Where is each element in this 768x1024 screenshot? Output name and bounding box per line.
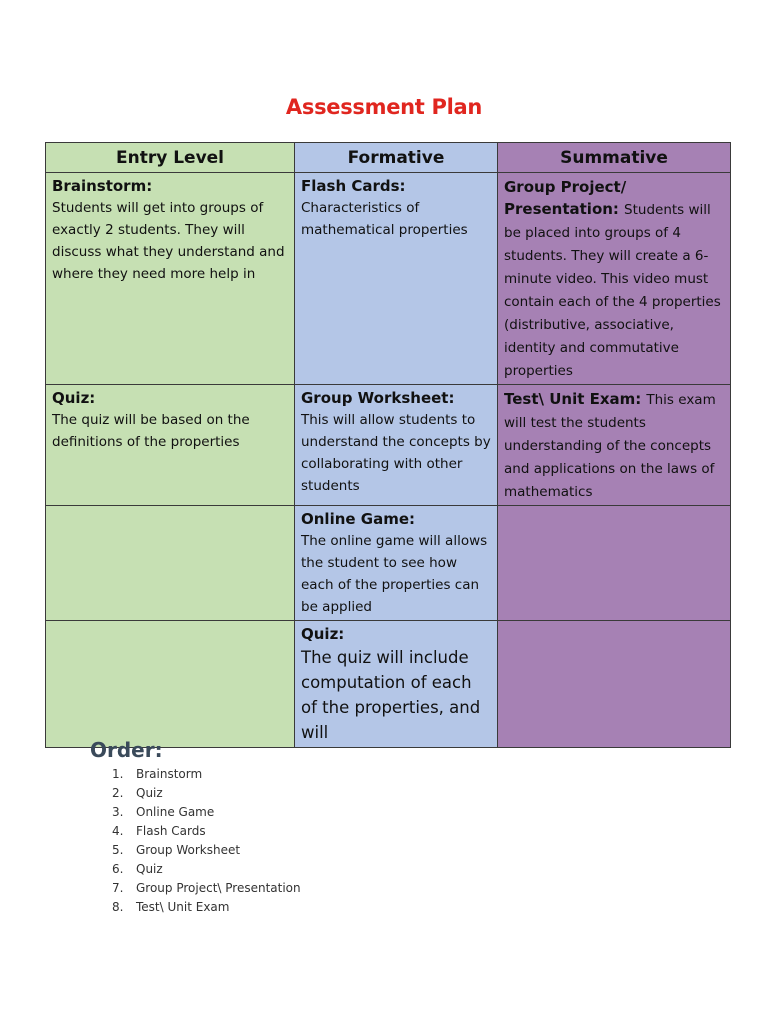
cell-title: Group Project/ Presentation: (504, 178, 627, 218)
cell-title: Quiz: (301, 625, 345, 643)
cell-quiz-entry (46, 385, 295, 506)
list-item (112, 841, 301, 860)
list-item (112, 860, 301, 879)
cell-body: The quiz will include computation of each of the properties, and will (301, 648, 481, 742)
cell-body: Students will be placed into groups of 4 students. They will create a 6-minute video. This video must contain each of the 4 properties (distributive, associative, identity and commutative properties (504, 202, 721, 379)
list-item-number: 8. (112, 900, 124, 914)
cell-title: Quiz: (52, 389, 96, 407)
list-item (112, 803, 301, 822)
list-item-number: 6. (112, 862, 124, 876)
list-item-label: Test\ Unit Exam (136, 900, 230, 914)
list-item-number: 2. (112, 786, 124, 800)
page-title: Assessment Plan (285, 95, 483, 119)
cell-body: This exam will test the students understanding of the concepts and applications on the laws of mathematics (504, 392, 716, 500)
header-summative: Summative (498, 143, 731, 173)
list-item-label: Flash Cards (136, 824, 206, 838)
cell-quiz-formative (295, 621, 498, 748)
table-row (46, 173, 731, 385)
cell-brainstorm (46, 173, 295, 385)
cell-title: Brainstorm: (52, 177, 153, 195)
cell-flash-cards (295, 173, 498, 385)
list-item-label: Group Project\ Presentation (136, 881, 301, 895)
cell-empty (498, 621, 731, 748)
cell-empty (46, 506, 295, 621)
cell-title: Flash Cards: (301, 177, 406, 195)
cell-empty (46, 621, 295, 748)
cell-unit-exam (498, 385, 731, 506)
cell-online-game (295, 506, 498, 621)
list-item (112, 765, 301, 784)
order-heading: Order: (90, 738, 163, 762)
list-item (112, 879, 301, 898)
list-item-number: 1. (112, 767, 124, 781)
cell-title: Group Worksheet: (301, 389, 455, 407)
table-row (46, 385, 731, 506)
list-item (112, 822, 301, 841)
list-item-number: 7. (112, 881, 124, 895)
assessment-plan-table (45, 142, 731, 748)
list-item-label: Online Game (136, 805, 215, 819)
cell-title: Online Game: (301, 510, 416, 528)
table-row (46, 621, 731, 748)
cell-empty (498, 506, 731, 621)
cell-group-project (498, 173, 731, 385)
order-list (112, 765, 301, 917)
cell-body: This will allow students to understand the concepts by collaborating with other students (301, 412, 491, 494)
list-item-number: 4. (112, 824, 124, 838)
header-entry-level: Entry Level (46, 143, 295, 173)
table-header-row (46, 143, 731, 173)
cell-body: The online game will allows the student to see how each of the properties can be applied (301, 533, 488, 615)
list-item-number: 3. (112, 805, 124, 819)
list-item (112, 898, 301, 917)
list-item-number: 5. (112, 843, 124, 857)
cell-body: Students will get into groups of exactly 2 students. They will discuss what they understand and where they need more help in (52, 200, 285, 282)
list-item (112, 784, 301, 803)
list-item-label: Quiz (136, 862, 163, 876)
list-item-label: Quiz (136, 786, 163, 800)
list-item-label: Group Worksheet (136, 843, 241, 857)
table-row (46, 506, 731, 621)
cell-body: Characteristics of mathematical properties (301, 200, 468, 238)
cell-body: The quiz will be based on the definitions of the properties (52, 412, 250, 450)
list-item-label: Brainstorm (136, 767, 203, 781)
cell-group-worksheet (295, 385, 498, 506)
cell-title: Test\ Unit Exam: (504, 390, 642, 408)
header-formative: Formative (295, 143, 498, 173)
